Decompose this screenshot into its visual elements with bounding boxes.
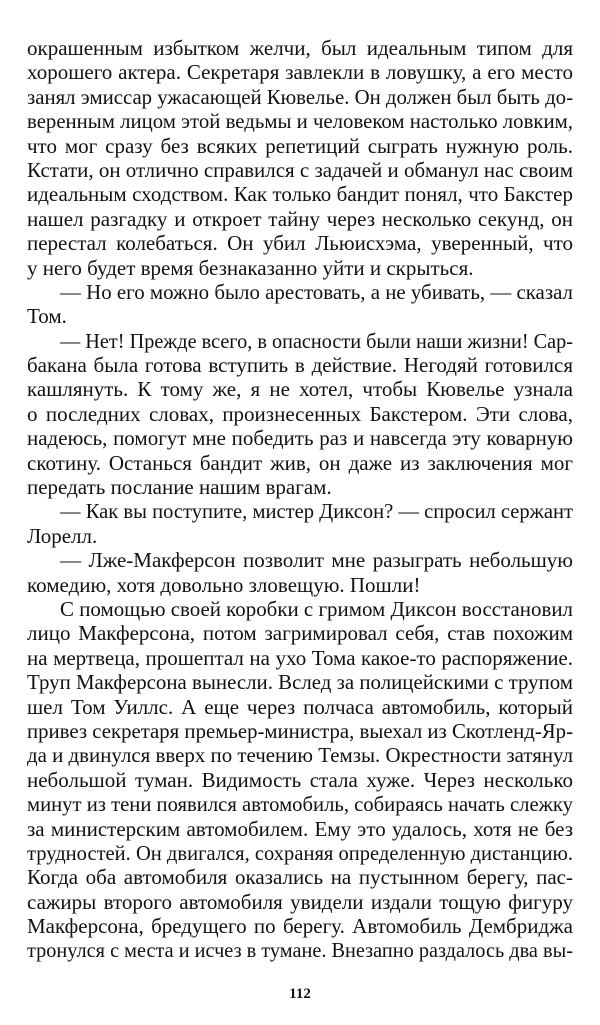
text-line-content: перестал колебаться. Он убил Льюисхэма, уверенный, что [27, 231, 573, 256]
text-line-content: трудностей. Он двигался, сохраняя определенную дистанцию. [27, 840, 573, 865]
text-line-content: Том. [27, 304, 67, 329]
text-line [27, 695, 573, 719]
text-line-content: скотину. Останься бандит жив, он даже из заключения мог [27, 450, 573, 475]
text-line-content: идеальным сходством. Как только бандит понял, что Бакстер [27, 182, 573, 207]
text-line [27, 158, 573, 182]
text-line [27, 841, 573, 865]
text-line [27, 329, 573, 353]
text-line [27, 548, 573, 572]
text-line-content: о последних словах, произнесенных Бакстером. Эти слова, [27, 401, 573, 426]
text-line-content: занял эмиссар ужасающей Кювелье. Он должен был быть до- [27, 84, 573, 109]
text-line [27, 182, 573, 206]
text-line-content: — Как вы поступите, мистер Диксон? — спросил сержант [60, 499, 573, 524]
text-line [27, 914, 573, 938]
text-line [27, 475, 573, 499]
text-line [27, 597, 573, 621]
text-line [27, 451, 573, 475]
text-line-content: Когда оба автомобиля оказались на пустынном берегу, пас- [27, 865, 573, 890]
text-line-content: на мертвеца, прошептал на ухо Тома какое-то распоряжение. [27, 645, 573, 670]
paragraph [27, 499, 573, 548]
text-line-content: веренным лицом этой ведьмы и человеком настолько ловким, [27, 109, 573, 134]
text-line-content: да и двинулся вверх по течению Темзы. Окрестности затянул [27, 743, 573, 768]
page-body-text [27, 36, 573, 963]
text-line-content: шел Том Уиллс. А еще через полчаса автомобиль, который [27, 694, 573, 719]
text-line-content: что мог сразу без всяких репетиций сыграть нужную роль. [27, 133, 573, 158]
text-line-content: Макферсона, бредущего по берегу. Автомобиль Дембриджа [27, 914, 573, 939]
text-line-content: — Лже-Макферсон позволит мне разыграть небольшую [60, 548, 573, 573]
text-line [27, 719, 573, 743]
paragraph [27, 280, 573, 329]
text-line [27, 573, 573, 597]
text-line [27, 109, 573, 133]
text-line-content: привез секретаря премьер-министра, выехал из Скотленд-Яр- [27, 718, 573, 743]
text-line-content: кашлянуть. К тому же, я не хотел, чтобы Кювелье узнала [27, 377, 573, 402]
text-line-content: — Нет! Прежде всего, в опасности были наши жизни! Сар- [60, 328, 573, 353]
text-line [27, 646, 573, 670]
text-line-content: у него будет время безнаказанно уйти и скрыться. [27, 255, 474, 280]
text-line-content: сажиры второго автомобиля увидели издали тощую фигуру [27, 889, 573, 914]
text-line [27, 792, 573, 816]
text-line-content: минут из тени появился автомобиль, собираясь начать слежку [27, 792, 573, 817]
text-line [27, 36, 573, 60]
text-line-content: Труп Макферсона вынесли. Вслед за полицейскими с трупом [27, 670, 573, 695]
text-line-content: комедию, хотя довольно зловещую. Пошли! [27, 572, 421, 597]
text-line [27, 402, 573, 426]
text-line-content: бакана была готова вступить в действие. Негодяй готовился [27, 353, 573, 378]
text-line [27, 377, 573, 401]
text-line [27, 524, 573, 548]
text-line-content: Кстати, он отлично справился с задачей и обманул нас своим [27, 157, 573, 182]
page-number: 112 [289, 986, 311, 1002]
paragraph [27, 329, 573, 500]
text-line [27, 426, 573, 450]
text-line [27, 817, 573, 841]
text-line-content: хорошего актера. Секретаря завлекли в ловушку, а его место [27, 60, 573, 85]
paragraph [27, 597, 573, 963]
text-line [27, 85, 573, 109]
text-line [27, 207, 573, 231]
text-line-content: окрашенным избытком желчи, был идеальным типом для [27, 36, 573, 60]
text-line [27, 743, 573, 767]
text-line [27, 865, 573, 889]
text-line-content: передать послание нашим врагам. [27, 475, 332, 500]
text-line-content: лицо Макферсона, потом загримировал себя, став похожим [27, 621, 573, 646]
text-line-content: — Но его можно было арестовать, а не убивать, — сказал [60, 279, 573, 304]
text-line [27, 304, 573, 328]
text-line [27, 768, 573, 792]
text-line [27, 134, 573, 158]
text-line-content: нашел разгадку и откроет тайну через несколько секунд, он [27, 206, 573, 231]
text-line [27, 890, 573, 914]
text-line [27, 280, 573, 304]
text-line [27, 256, 573, 280]
paragraph [27, 548, 573, 597]
text-line [27, 670, 573, 694]
text-line-content: надеюсь, помогут мне победить раз и навсегда эту коварную [27, 426, 573, 451]
text-line [27, 938, 573, 962]
text-line [27, 231, 573, 255]
text-line-content: Лорелл. [27, 523, 98, 548]
text-line [27, 499, 573, 523]
text-line-content: небольшой туман. Видимость стала хуже. Через несколько [27, 767, 573, 792]
text-line [27, 353, 573, 377]
text-line [27, 60, 573, 84]
text-line-content: тронулся с места и исчез в тумане. Внезапно раздалось два вы- [27, 938, 573, 963]
text-line [27, 621, 573, 645]
text-line-content: С помощью своей коробки с гримом Диксон восстановил [60, 596, 573, 621]
paragraph [27, 36, 573, 280]
text-line-content: за министерским автомобилем. Ему это удалось, хотя не без [27, 816, 573, 841]
